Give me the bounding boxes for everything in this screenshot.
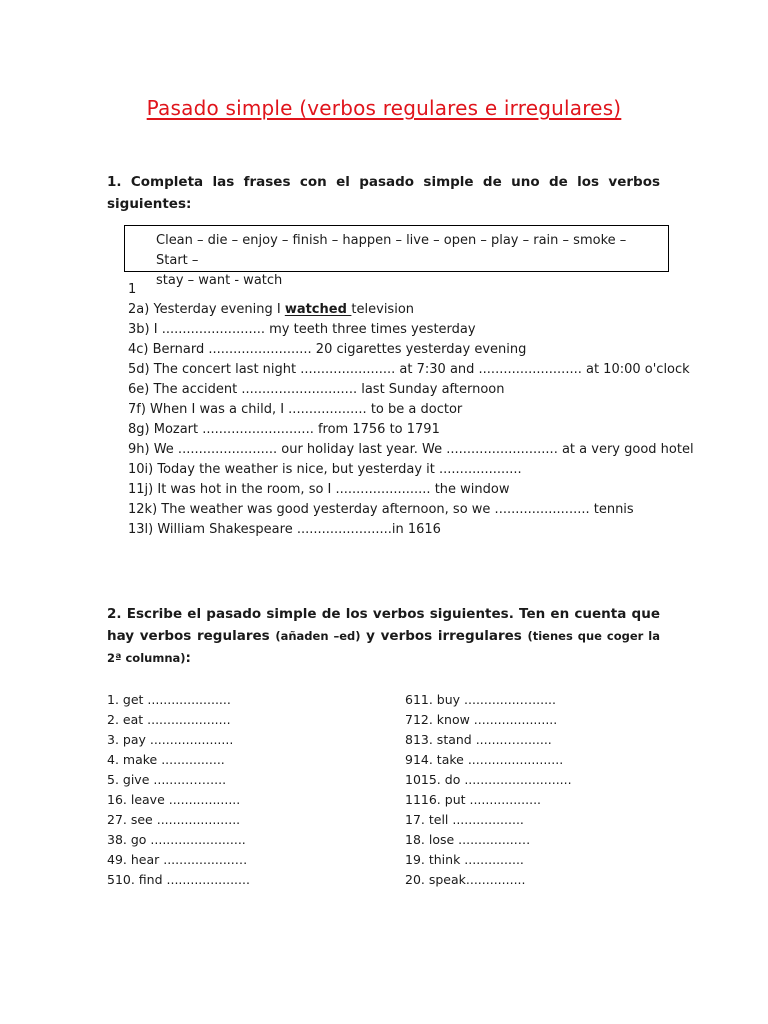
page-title: Pasado simple (verbos regulares e irregulares) bbox=[146, 96, 622, 120]
verb-item: 611. buy ..............…...... bbox=[405, 692, 557, 707]
sentence-item: 12k) The weather was good yesterday afternoon, so we ....................... tennis bbox=[128, 502, 634, 517]
example-answer: watched bbox=[284, 302, 352, 317]
verb-item: 19. think ............... bbox=[405, 852, 524, 867]
verb-column-left bbox=[107, 690, 250, 890]
verb-item: 16. leave .................. bbox=[107, 792, 241, 807]
sentence-item: 1 bbox=[128, 282, 137, 297]
verb-list-box bbox=[124, 225, 669, 288]
sentence-prefix: 2a) Yesterday evening I bbox=[128, 302, 285, 317]
verb-item: 27. see ..................... bbox=[107, 812, 241, 827]
heading-note-regular: (añaden –ed) bbox=[275, 629, 361, 643]
exercise-2-heading bbox=[107, 603, 660, 669]
sentence-item: 8g) Mozart ........................... from 1756 to 1791 bbox=[128, 422, 440, 437]
verb-item: 510. find ..................... bbox=[107, 872, 250, 887]
sentence-item: 4c) Bernard ......................... 20 cigarettes yesterday evening bbox=[128, 342, 527, 357]
verb-item: 18. lose ...............… bbox=[405, 832, 531, 847]
sentence-item: 5d) The concert last night ....................... at 7:30 and ......................... at 10:00 o'clock bbox=[128, 362, 690, 377]
exercise-1-sentences bbox=[128, 280, 694, 540]
verb-item: 17. tell .................. bbox=[405, 812, 524, 827]
heading-text-mid: y verbos irregulares bbox=[360, 628, 528, 644]
sentence-item: 6e) The accident ............................ last Sunday afternoon bbox=[128, 382, 505, 397]
sentence-suffix: television bbox=[351, 302, 415, 317]
verb-item: 3. pay ..................... bbox=[107, 732, 234, 747]
verb-item: 5. give ........…….... bbox=[107, 772, 227, 787]
verb-column-right bbox=[405, 690, 572, 890]
verb-item: 914. take ........................ bbox=[405, 752, 564, 767]
verb-item: 1015. do ........................... bbox=[405, 772, 572, 787]
heading-colon: : bbox=[185, 650, 191, 666]
sentence-item: 3b) I ......................... my teeth three times yesterday bbox=[128, 322, 476, 337]
verb-list-line-1: Clean – die – enjoy – finish – happen – live – open – play – rain – smoke – Start – bbox=[156, 233, 627, 268]
verb-item: 712. know ..................... bbox=[405, 712, 558, 727]
sentence-item: 11j) It was hot in the room, so I ....................... the window bbox=[128, 482, 510, 497]
verb-item: 813. stand ........…........ bbox=[405, 732, 552, 747]
verb-item: 1. get ..................... bbox=[107, 692, 231, 707]
verb-item: 38. go ........................ bbox=[107, 832, 246, 847]
verb-item: 20. speak............... bbox=[405, 872, 526, 887]
sentence-item bbox=[128, 300, 688, 320]
heading-note-irregular: (tienes que coger la 2ª columna) bbox=[107, 629, 660, 665]
sentence-item: 10i) Today the weather is nice, but yesterday it .................... bbox=[128, 462, 522, 477]
verb-item: 2. eat ..................... bbox=[107, 712, 231, 727]
verb-item: 4. make ................ bbox=[107, 752, 225, 767]
verb-item: 49. hear ..................… bbox=[107, 852, 248, 867]
sentence-item: 9h) We ........................ our holiday last year. We ........................... at a very good hotel bbox=[128, 442, 694, 457]
verb-list-line-2: stay – want - watch bbox=[156, 273, 283, 288]
exercise-1-heading: 1. Completa las frases con el pasado simple de uno de los verbos siguientes: bbox=[107, 174, 660, 212]
verb-item: 1116. put .................. bbox=[405, 792, 542, 807]
sentence-item: 13l) William Shakespeare .......................in 1616 bbox=[128, 522, 441, 537]
sentence-item: 7f) When I was a child, I ................... to be a doctor bbox=[128, 402, 463, 417]
heading-text: 2. Escribe el pasado simple de los verbos siguientes. Ten en cuenta que hay verbos regulares bbox=[107, 606, 660, 644]
